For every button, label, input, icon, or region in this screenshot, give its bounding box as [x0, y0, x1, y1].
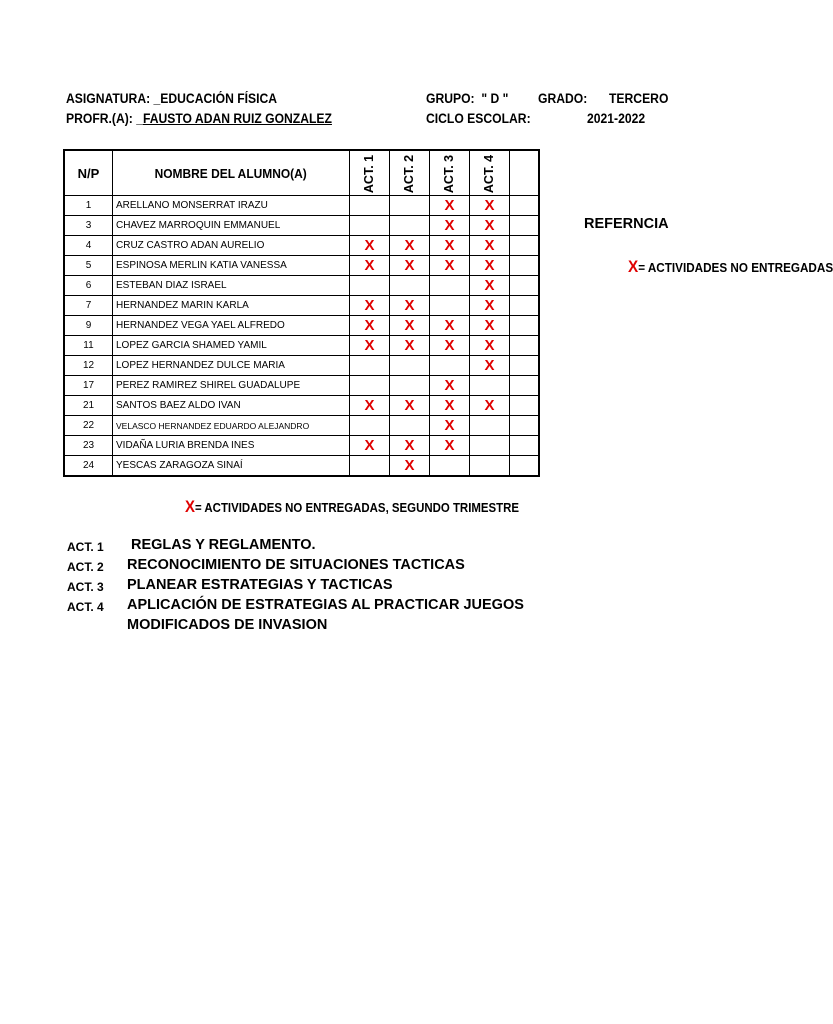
blank-cell [510, 356, 540, 376]
table-row [64, 356, 539, 376]
table-header-row [64, 150, 539, 196]
act4-cell [470, 416, 510, 436]
act1-cell [350, 196, 390, 216]
act1-header [350, 150, 390, 196]
school-cycle-value: 2021-2022 [587, 111, 646, 126]
blank-cell [510, 316, 540, 336]
table-row [64, 276, 539, 296]
student-name: ESPINOSA MERLIN KATIA VANESSA [113, 256, 350, 276]
missing-activity-mark: X [444, 257, 455, 274]
missing-activity-mark: X [484, 337, 495, 354]
act1-cell [350, 416, 390, 436]
act3-cell [430, 336, 470, 356]
student-name: HERNANDEZ VEGA YAEL ALFREDO [113, 316, 350, 336]
act4-cell [470, 196, 510, 216]
act2-header-text: ACT. 2 [402, 154, 417, 193]
act3-cell [430, 416, 470, 436]
act2-cell [390, 416, 430, 436]
act3-cell [430, 196, 470, 216]
roster-body [64, 196, 539, 477]
act2-cell [390, 376, 430, 396]
table-row [64, 316, 539, 336]
legend-x-mark: X [185, 497, 195, 516]
teacher-line [66, 111, 332, 126]
missing-activity-mark: X [404, 257, 415, 274]
act3-cell [430, 296, 470, 316]
school-cycle-label: CICLO ESCOLAR: [426, 111, 531, 126]
act3-cell [430, 276, 470, 296]
missing-activity-mark: X [484, 397, 495, 414]
table-row [64, 456, 539, 477]
blank-cell [510, 196, 540, 216]
blank-cell [510, 416, 540, 436]
missing-activity-mark: X [444, 337, 455, 354]
teacher-name: FAUSTO ADAN RUIZ GONZALEZ [142, 111, 332, 126]
act2-cell [390, 256, 430, 276]
missing-activity-mark: X [484, 217, 495, 234]
act2-cell [390, 216, 430, 236]
reference-text: = ACTIVIDADES NO ENTREGADAS [638, 260, 833, 275]
blank-cell [510, 456, 540, 477]
blank-cell [510, 276, 540, 296]
row-number: 5 [64, 256, 113, 276]
act2-cell [390, 276, 430, 296]
activity-label: ACT. 3 [67, 580, 104, 594]
table-row [64, 216, 539, 236]
row-number: 7 [64, 296, 113, 316]
act4-header-text: ACT. 4 [482, 154, 497, 193]
missing-activity-mark: X [444, 217, 455, 234]
table-row [64, 436, 539, 456]
act1-cell [350, 356, 390, 376]
missing-activity-mark: X [364, 337, 375, 354]
student-name-header [113, 150, 350, 196]
student-name: LOPEZ GARCIA SHAMED YAMIL [113, 336, 350, 356]
student-name: CHAVEZ MARROQUIN EMMANUEL [113, 216, 350, 236]
act2-cell [390, 436, 430, 456]
row-number: 11 [64, 336, 113, 356]
missing-activity-mark: X [444, 377, 455, 394]
missing-activity-mark: X [484, 357, 495, 374]
student-name: CRUZ CASTRO ADAN AURELIO [113, 236, 350, 256]
student-name: ARELLANO MONSERRAT IRAZU [113, 196, 350, 216]
missing-activity-mark: X [364, 237, 375, 254]
act1-cell [350, 456, 390, 477]
table-row [64, 256, 539, 276]
missing-activity-mark: X [404, 437, 415, 454]
row-number: 1 [64, 196, 113, 216]
act3-header [430, 150, 470, 196]
activity-label: ACT. 2 [67, 560, 104, 574]
legend-text: = ACTIVIDADES NO ENTREGADAS, SEGUNDO TRIMESTRE [194, 500, 520, 515]
student-roster-table [63, 149, 540, 477]
blank-cell [510, 236, 540, 256]
row-number: 9 [64, 316, 113, 336]
missing-activity-mark: X [364, 397, 375, 414]
missing-activities-legend [185, 497, 519, 517]
table-row [64, 376, 539, 396]
act4-cell [470, 456, 510, 477]
student-name: LOPEZ HERNANDEZ DULCE MARIA [113, 356, 350, 376]
student-name: PEREZ RAMIREZ SHIREL GUADALUPE [113, 376, 350, 396]
act3-cell [430, 256, 470, 276]
table-row [64, 396, 539, 416]
missing-activity-mark: X [364, 317, 375, 334]
missing-activity-mark: X [364, 437, 375, 454]
np-header: N/P [64, 150, 113, 196]
grade-label: GRADO: [538, 91, 588, 106]
student-name: VELASCO HERNANDEZ EDUARDO ALEJANDRO [113, 416, 350, 436]
act4-cell [470, 336, 510, 356]
act2-header [390, 150, 430, 196]
act1-cell [350, 276, 390, 296]
missing-activity-mark: X [444, 417, 455, 434]
activity-description: REGLAS Y REGLAMENTO. [131, 537, 316, 553]
act1-cell [350, 216, 390, 236]
blank-cell [510, 376, 540, 396]
activity-description: RECONOCIMIENTO DE SITUACIONES TACTICAS [127, 557, 465, 573]
act3-cell [430, 216, 470, 236]
act1-cell [350, 256, 390, 276]
act4-header [470, 150, 510, 196]
subject-label: ASIGNATURA: _EDUCACIÓN FÍSICA [66, 91, 278, 106]
reference-x-mark: X [628, 257, 639, 276]
act3-cell [430, 236, 470, 256]
act2-cell [390, 196, 430, 216]
student-name: VIDAÑA LURIA BRENDA INES [113, 436, 350, 456]
act2-cell [390, 316, 430, 336]
act3-cell [430, 376, 470, 396]
act2-cell [390, 356, 430, 376]
student-name: SANTOS BAEZ ALDO IVAN [113, 396, 350, 416]
missing-activity-mark: X [404, 337, 415, 354]
row-number: 21 [64, 396, 113, 416]
act1-cell [350, 336, 390, 356]
student-name: HERNANDEZ MARIN KARLA [113, 296, 350, 316]
act1-cell [350, 316, 390, 336]
act4-cell [470, 276, 510, 296]
blank-cell [510, 436, 540, 456]
act4-cell [470, 376, 510, 396]
table-row [64, 296, 539, 316]
missing-activity-mark: X [484, 237, 495, 254]
missing-activity-mark: X [404, 317, 415, 334]
act3-header-text: ACT. 3 [442, 154, 457, 193]
act4-cell [470, 396, 510, 416]
missing-activity-mark: X [484, 317, 495, 334]
reference-title: REFERNCIA [584, 216, 669, 232]
act1-cell [350, 396, 390, 416]
row-number: 6 [64, 276, 113, 296]
missing-activity-mark: X [444, 437, 455, 454]
missing-activity-mark: X [484, 257, 495, 274]
reference-legend [628, 257, 833, 277]
missing-activity-mark: X [484, 297, 495, 314]
missing-activity-mark: X [444, 237, 455, 254]
act3-cell [430, 436, 470, 456]
teacher-label: PROFR.(A): _ [66, 111, 143, 126]
missing-activity-mark: X [484, 197, 495, 214]
row-number: 3 [64, 216, 113, 236]
act2-cell [390, 456, 430, 477]
activity-description: MODIFICADOS DE INVASION [127, 617, 328, 633]
act1-cell [350, 236, 390, 256]
act4-cell [470, 356, 510, 376]
blank-cell [510, 336, 540, 356]
missing-activity-mark: X [484, 277, 495, 294]
missing-activity-mark: X [364, 257, 375, 274]
row-number: 23 [64, 436, 113, 456]
table-row [64, 416, 539, 436]
act1-cell [350, 296, 390, 316]
row-number: 12 [64, 356, 113, 376]
act3-cell [430, 356, 470, 376]
activity-description: PLANEAR ESTRATEGIAS Y TACTICAS [127, 577, 393, 593]
act4-cell [470, 236, 510, 256]
row-number: 22 [64, 416, 113, 436]
act2-cell [390, 296, 430, 316]
activity-label: ACT. 4 [67, 600, 104, 614]
act4-cell [470, 436, 510, 456]
missing-activity-mark: X [444, 197, 455, 214]
missing-activity-mark: X [444, 317, 455, 334]
blank-cell [510, 216, 540, 236]
act3-cell [430, 396, 470, 416]
row-number: 24 [64, 456, 113, 477]
missing-activity-mark: X [404, 397, 415, 414]
act1-cell [350, 436, 390, 456]
act2-cell [390, 396, 430, 416]
act1-header-text: ACT. 1 [362, 154, 377, 193]
act3-cell [430, 456, 470, 477]
act4-cell [470, 216, 510, 236]
student-name-header-text: NOMBRE DEL ALUMNO(A) [154, 165, 308, 181]
activity-description: APLICACIÓN DE ESTRATEGIAS AL PRACTICAR JUEGOS [127, 597, 524, 613]
group-label: GRUPO: " D " [426, 91, 509, 106]
blank-cell [510, 256, 540, 276]
act4-cell [470, 296, 510, 316]
activity-label: ACT. 1 [67, 540, 104, 554]
missing-activity-mark: X [404, 457, 415, 474]
missing-activity-mark: X [364, 297, 375, 314]
missing-activity-mark: X [444, 397, 455, 414]
act1-cell [350, 376, 390, 396]
blank-cell [510, 296, 540, 316]
student-name: YESCAS ZARAGOZA SINAÍ [113, 456, 350, 477]
table-row [64, 236, 539, 256]
act4-cell [470, 256, 510, 276]
row-number: 17 [64, 376, 113, 396]
act3-cell [430, 316, 470, 336]
table-row [64, 336, 539, 356]
missing-activity-mark: X [404, 237, 415, 254]
act2-cell [390, 236, 430, 256]
blank-header [510, 150, 540, 196]
row-number: 4 [64, 236, 113, 256]
grade-value: TERCERO [609, 91, 669, 106]
missing-activity-mark: X [404, 297, 415, 314]
blank-cell [510, 396, 540, 416]
act2-cell [390, 336, 430, 356]
student-name: ESTEBAN DIAZ ISRAEL [113, 276, 350, 296]
table-row [64, 196, 539, 216]
act4-cell [470, 316, 510, 336]
